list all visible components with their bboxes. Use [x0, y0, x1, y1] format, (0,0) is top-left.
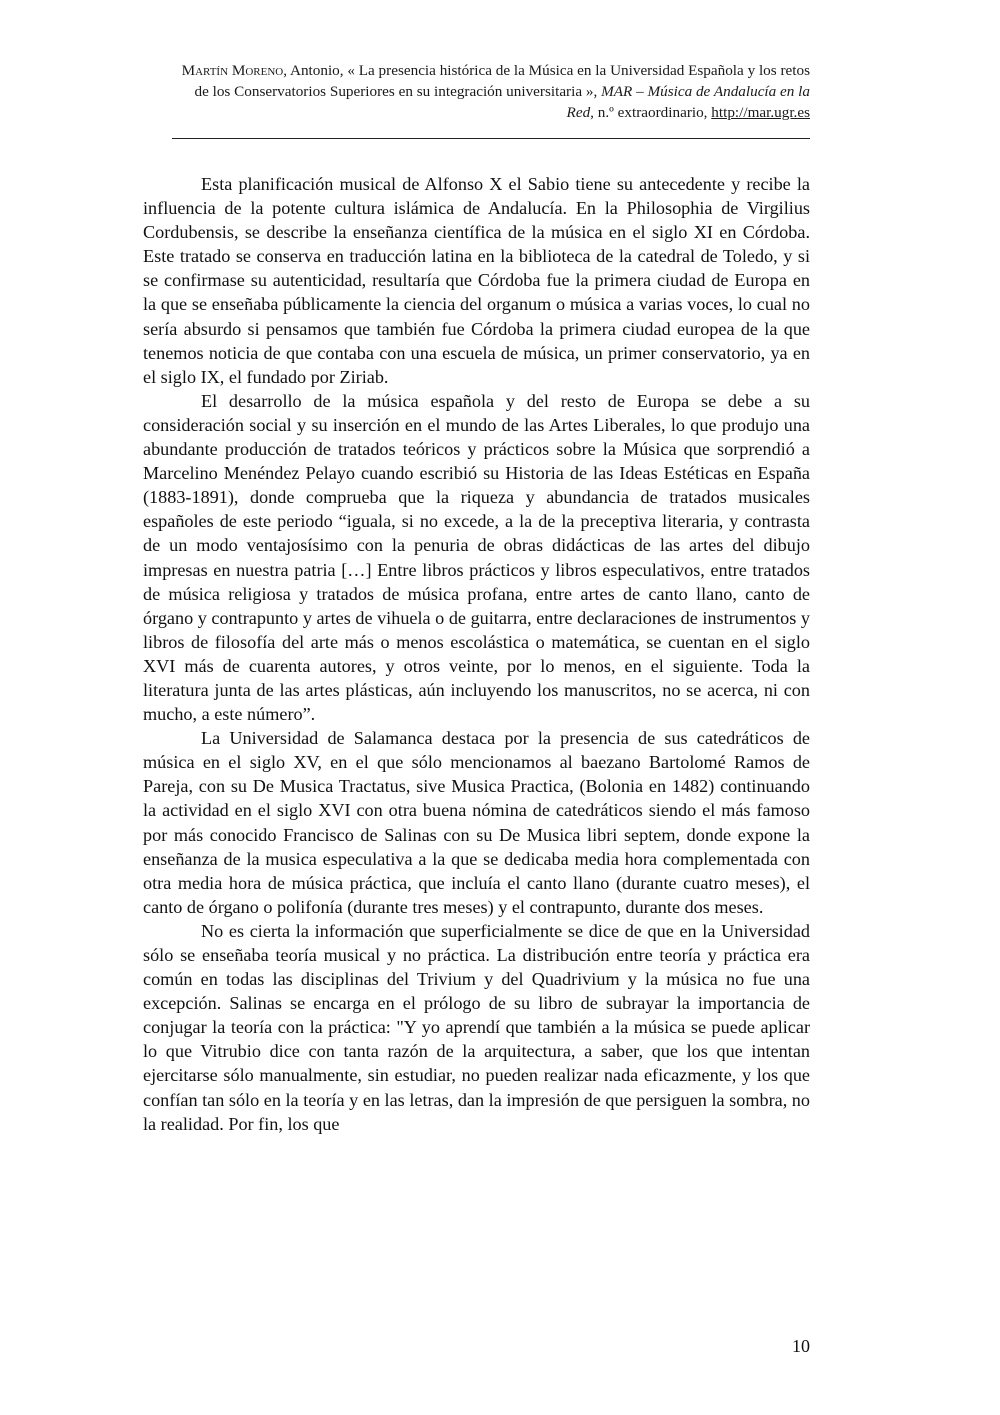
running-header	[172, 60, 810, 123]
header-issue: n.º extraordinario,	[593, 104, 712, 121]
page-number: 10	[792, 1336, 810, 1356]
paragraph-1: Esta planificación musical de Alfonso X el Sabio tiene su antecedente y recibe la influencia de la potente cultura islámica de Andalucía. En la Philosophia de Virgilius Cordubensis, se describe la enseñanza científica de la música en el siglo XI en Córdoba. Este tratado se conserva en traducción latina en la biblioteca de la catedral de Toledo, y si se confirmase su autenticidad, resultaría que Córdoba fue la primera ciudad de Europa en la que se enseñaba públicamente la ciencia del organum o música a varias voces, lo cual no sería absurdo si pensamos que también fue Córdoba la primera ciudad europea de la que tenemos noticia de que contaba con una escuela de música, un primer conservatorio, ya en el siglo IX, el fundado por Ziriab.	[143, 174, 810, 387]
article-body	[143, 172, 810, 1136]
header-url-link[interactable]: http://mar.ugr.es	[711, 104, 810, 121]
paragraph-4: No es cierta la información que superficialmente se dice de que en la Universidad sólo se enseñaba teoría musical y no práctica. La distribución entre teoría y práctica era común en todas las disciplinas del Trivium y del Quadrivium y la música no fue una excepción. Salinas se encarga en el prólogo de su libro de subrayar la importancia de conjugar la teoría con la práctica: "Y yo aprendí que también a la música se puede aplicar lo que Vitrubio dice con tanta razón de la arquitectura, a saber, que los que intentan ejercitarse sólo manualmente, sin estudiar, no pueden realizar nada eficazmente, y los que confían tan sólo en la teoría y en las letras, dan la impresión de que persiguen la sombra, no la realidad. Por fin, los que	[143, 920, 810, 1134]
paragraph-3: La Universidad de Salamanca destaca por la presencia de sus catedráticos de música en el siglo XV, en el que sólo mencionamos al baezano Bartolomé Ramos de Pareja, con su De Musica Tractatus, sive Musica Practica, (Bolonia en 1482) continuando la actividad en el siglo XVI con otra buena nómina de catedráticos siendo el más famoso por más conocido Francisco de Salinas con su De Musica libri septem, donde expone la enseñanza de la musica especulativa a la que se dedicaba media hora complementada con otra media hora de música práctica, que incluía el canto llano (durante cuatro meses), el canto de órgano o polifonía (durante tres meses) y el contrapunto, durante dos meses.	[143, 728, 810, 917]
header-author: Martín Moreno	[181, 62, 284, 79]
header-journal: MAR – Música de Andalucía en la Red,	[566, 83, 810, 121]
header-citation: , Antonio, « La presencia histórica de la Música en la Universidad Española y los retos de los Conservatorios Superiores en su integración universitaria »,	[194, 62, 810, 100]
header-divider	[172, 138, 810, 139]
paragraph-2: El desarrollo de la música española y del resto de Europa se debe a su consideración social y su inserción en el mundo de las Artes Liberales, lo que produjo una abundante producción de tratados teóricos y prácticos sobre la Música que sorprendió a Marcelino Menéndez Pelayo cuando escribió su Historia de las Ideas Estéticas en España (1883-1891), donde comprueba que la riqueza y abundancia de tratados musicales españoles de este periodo “iguala, si no excede, a la de la preceptiva literaria, y contrasta de un modo ventajosísimo con la penuria de obras didácticas de las artes del dibujo impresas en nuestra patria […] Entre libros prácticos y libros especulativos, entre tratados de música religiosa y tratados de música profana, entre artes de canto llano, canto de órgano y contrapunto y artes de vihuela o de guitarra, entre declaraciones de instrumentos y libros de filosofía del arte más o menos escolástica o matemática, se cuentan en el siglo XVI más de cuarenta autores, y otros veinte, por lo menos, en el siguiente. Toda la literatura junta de las artes plásticas, aún incluyendo los manuscritos, no se acerca, ni con mucho, a este número”.	[143, 390, 810, 725]
